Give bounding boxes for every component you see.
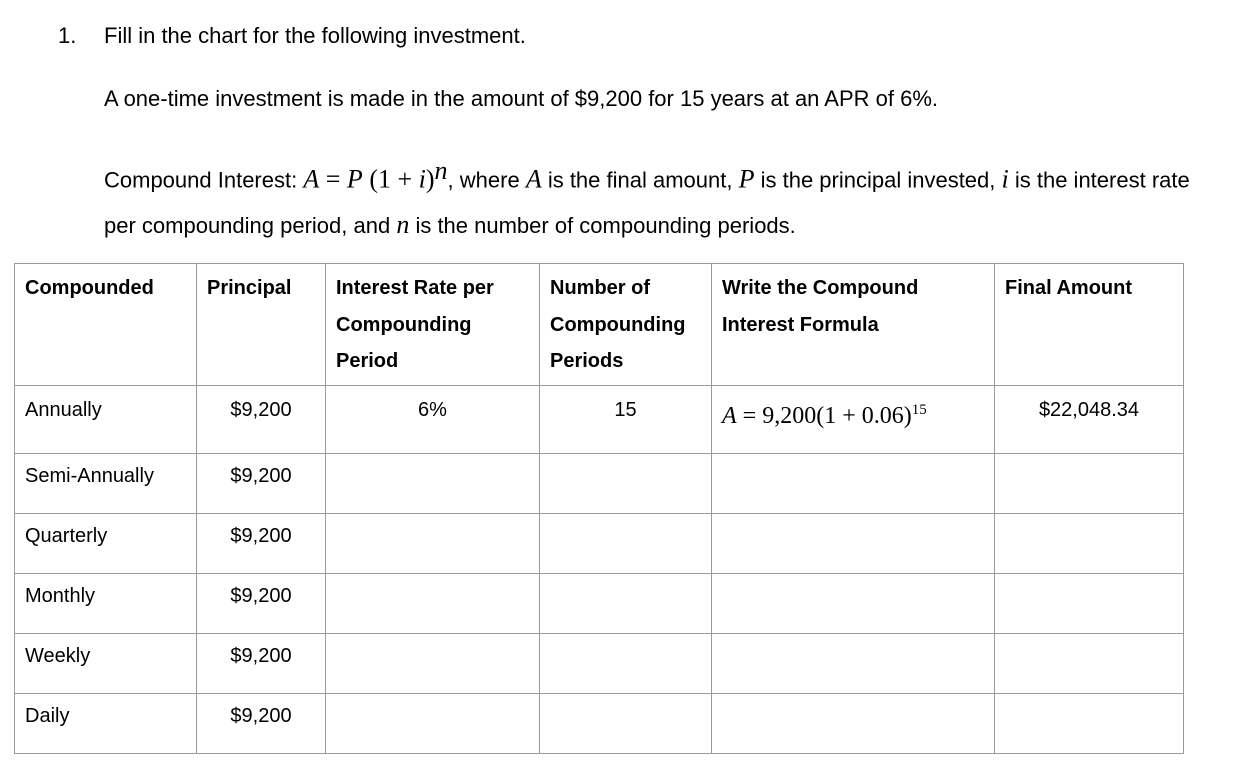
cell-compounded: Weekly [15, 634, 197, 694]
investment-table [14, 263, 1184, 754]
cell-formula[interactable] [712, 454, 995, 514]
cell-formula[interactable] [712, 634, 995, 694]
header-compounded: Compounded [15, 264, 197, 386]
math-exp-n: n [434, 156, 448, 185]
math-var-p-2: P [738, 164, 755, 194]
formula-mid-1: , where [447, 167, 526, 193]
cell-formula[interactable] [712, 574, 995, 634]
cell-final-amount[interactable] [995, 694, 1184, 754]
formula-mid-4: is the interest rate per compounding period, and [104, 167, 1190, 239]
header-final-amount: Final Amount [995, 264, 1184, 386]
header-interest-rate: Interest Rate per Compounding Period [326, 264, 540, 386]
cell-compounded: Annually [15, 386, 197, 454]
formula-lhs: A [722, 403, 737, 429]
math-var-i-2: i [1001, 164, 1009, 194]
header-number-of-periods: Number of Compounding Periods [540, 264, 712, 386]
cell-compounded: Semi-Annually [15, 454, 197, 514]
header-formula: Write the Compound Interest Formula [712, 264, 995, 386]
cell-number-of-periods[interactable] [540, 694, 712, 754]
cell-final-amount[interactable] [995, 514, 1184, 574]
cell-final-amount[interactable] [995, 454, 1184, 514]
question-prompt: Fill in the chart for the following investment. [104, 23, 526, 48]
cell-principal: $9,200 [197, 514, 326, 574]
cell-interest-rate[interactable] [326, 694, 540, 754]
math-var-i: i [418, 164, 426, 194]
formula-mid-2: is the final amount, [541, 167, 739, 193]
table-row [15, 634, 1184, 694]
table-header-row [15, 264, 1184, 386]
cell-principal: $9,200 [197, 634, 326, 694]
cell-principal: $9,200 [197, 574, 326, 634]
cell-number-of-periods[interactable] [540, 454, 712, 514]
cell-interest-rate[interactable] [326, 454, 540, 514]
cell-number-of-periods: 15 [540, 386, 712, 454]
cell-interest-rate[interactable] [326, 514, 540, 574]
cell-principal: $9,200 [197, 386, 326, 454]
cell-number-of-periods[interactable] [540, 574, 712, 634]
cell-final-amount[interactable] [995, 574, 1184, 634]
cell-final-amount[interactable] [995, 634, 1184, 694]
cell-number-of-periods[interactable] [540, 634, 712, 694]
math-var-a-2: A [525, 164, 542, 194]
cell-interest-rate: 6% [326, 386, 540, 454]
question-number: 1. [58, 23, 77, 48]
cell-principal: $9,200 [197, 694, 326, 754]
investment-description: A one-time investment is made in the amount of $9,200 for 15 years at an APR of 6%. [104, 86, 939, 111]
formula-mid-5: is the number of compounding periods. [409, 213, 796, 239]
table-row [15, 454, 1184, 514]
table-row [15, 386, 1184, 454]
cell-formula[interactable] [712, 514, 995, 574]
math-equals: = [319, 164, 347, 194]
math-var-a: A [303, 164, 320, 194]
table-row [15, 574, 1184, 634]
math-var-p: P [346, 164, 363, 194]
header-principal: Principal [197, 264, 326, 386]
formula-lead: Compound Interest: [104, 167, 298, 193]
formula-body: = 9,200(1 + 0.06) [736, 403, 912, 429]
math-var-n: n [396, 210, 410, 240]
cell-formula[interactable] [712, 694, 995, 754]
cell-interest-rate[interactable] [326, 574, 540, 634]
table-row [15, 694, 1184, 754]
cell-final-amount: $22,048.34 [995, 386, 1184, 454]
cell-principal: $9,200 [197, 454, 326, 514]
table-row [15, 514, 1184, 574]
cell-number-of-periods[interactable] [540, 514, 712, 574]
cell-formula [712, 386, 995, 454]
formula-mid-3: is the principal invested, [754, 167, 1002, 193]
cell-compounded: Quarterly [15, 514, 197, 574]
math-paren-open: (1 + [362, 164, 419, 194]
formula-exponent: 15 [911, 402, 927, 418]
math-paren-close: ) [425, 164, 435, 194]
formula-paragraph [104, 148, 1204, 248]
cell-compounded: Monthly [15, 574, 197, 634]
cell-compounded: Daily [15, 694, 197, 754]
cell-interest-rate[interactable] [326, 634, 540, 694]
